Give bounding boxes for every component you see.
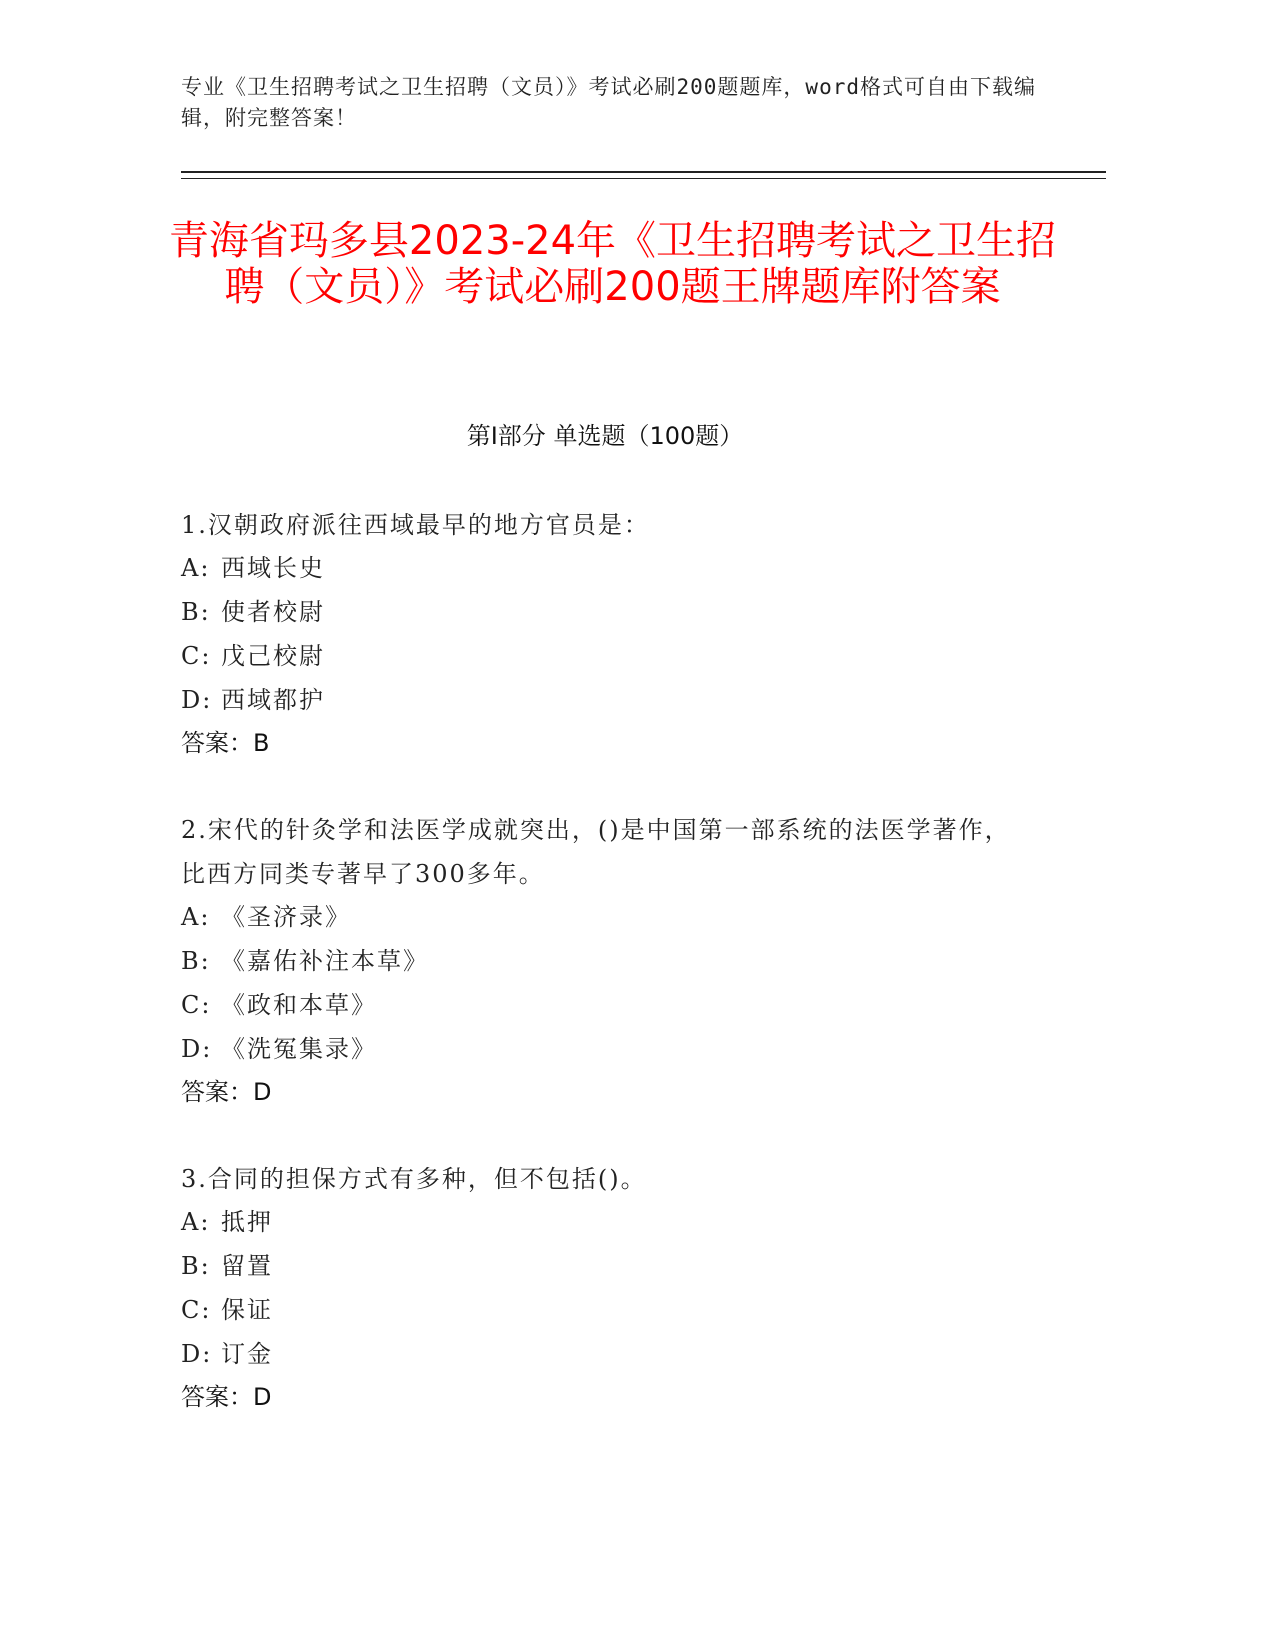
option-text: 戊己校尉 <box>221 642 325 670</box>
option-text: 《政和本草》 <box>221 991 377 1019</box>
option-letter: C: <box>181 1296 212 1324</box>
option-text: 使者校尉 <box>221 598 325 626</box>
question-1-option-c <box>181 640 325 672</box>
header-divider-thick <box>181 171 1106 173</box>
option-text: 西域长史 <box>221 554 325 582</box>
document-title: 青海省玛多县2023-24年《卫生招聘考试之卫生招聘（文员）》考试必刷200题王牌题库附答案 <box>168 218 1057 310</box>
question-3-option-c <box>181 1294 273 1326</box>
option-letter: D: <box>181 1340 213 1368</box>
option-letter: A: <box>181 554 211 582</box>
question-1-option-d <box>181 684 325 716</box>
question-3-option-b <box>181 1250 273 1282</box>
question-2-answer: 答案：D <box>181 1078 272 1106</box>
question-1-option-b <box>181 596 325 628</box>
option-letter: D: <box>181 686 213 714</box>
header-divider-thin <box>181 178 1106 179</box>
question-2-text: 2.宋代的针灸学和法医学成就突出，()是中国第一部系统的法医学著作，比西方同类专著早了300多年。 <box>181 816 1011 888</box>
option-text: 抵押 <box>221 1208 273 1236</box>
question-3-option-d <box>181 1338 273 1370</box>
question-3-text: 3.合同的担保方式有多种，但不包括()。 <box>181 1165 647 1193</box>
option-text: 西域都护 <box>221 686 325 714</box>
section-heading: 第Ⅰ部分 单选题（100题） <box>466 422 744 450</box>
intro-text: 专业《卫生招聘考试之卫生招聘（文员）》考试必刷200题题库，word格式可自由下载编辑，附完整答案！ <box>181 75 1036 130</box>
option-text: 《圣济录》 <box>221 903 351 931</box>
option-text: 保证 <box>221 1296 273 1324</box>
option-letter: A: <box>181 903 211 931</box>
option-letter: A: <box>181 1208 211 1236</box>
option-letter: C: <box>181 991 212 1019</box>
option-text: 留置 <box>221 1252 273 1280</box>
question-1-text: 1.汉朝政府派往西域最早的地方官员是： <box>181 511 650 539</box>
question-1-answer: 答案：B <box>181 729 270 757</box>
question-2-option-b <box>181 945 429 977</box>
option-letter: B: <box>181 1252 211 1280</box>
option-text: 《嘉佑补注本草》 <box>221 947 429 975</box>
option-letter: B: <box>181 947 211 975</box>
question-2-option-a <box>181 901 351 933</box>
question-1-option-a <box>181 552 325 584</box>
option-letter: D: <box>181 1035 213 1063</box>
option-letter: B: <box>181 598 211 626</box>
option-text: 《洗冤集录》 <box>221 1035 377 1063</box>
question-3-answer: 答案：D <box>181 1383 272 1411</box>
question-2-option-c <box>181 989 377 1021</box>
option-letter: C: <box>181 642 212 670</box>
question-2-option-d <box>181 1033 377 1065</box>
option-text: 订金 <box>221 1340 273 1368</box>
question-3-option-a <box>181 1206 273 1238</box>
